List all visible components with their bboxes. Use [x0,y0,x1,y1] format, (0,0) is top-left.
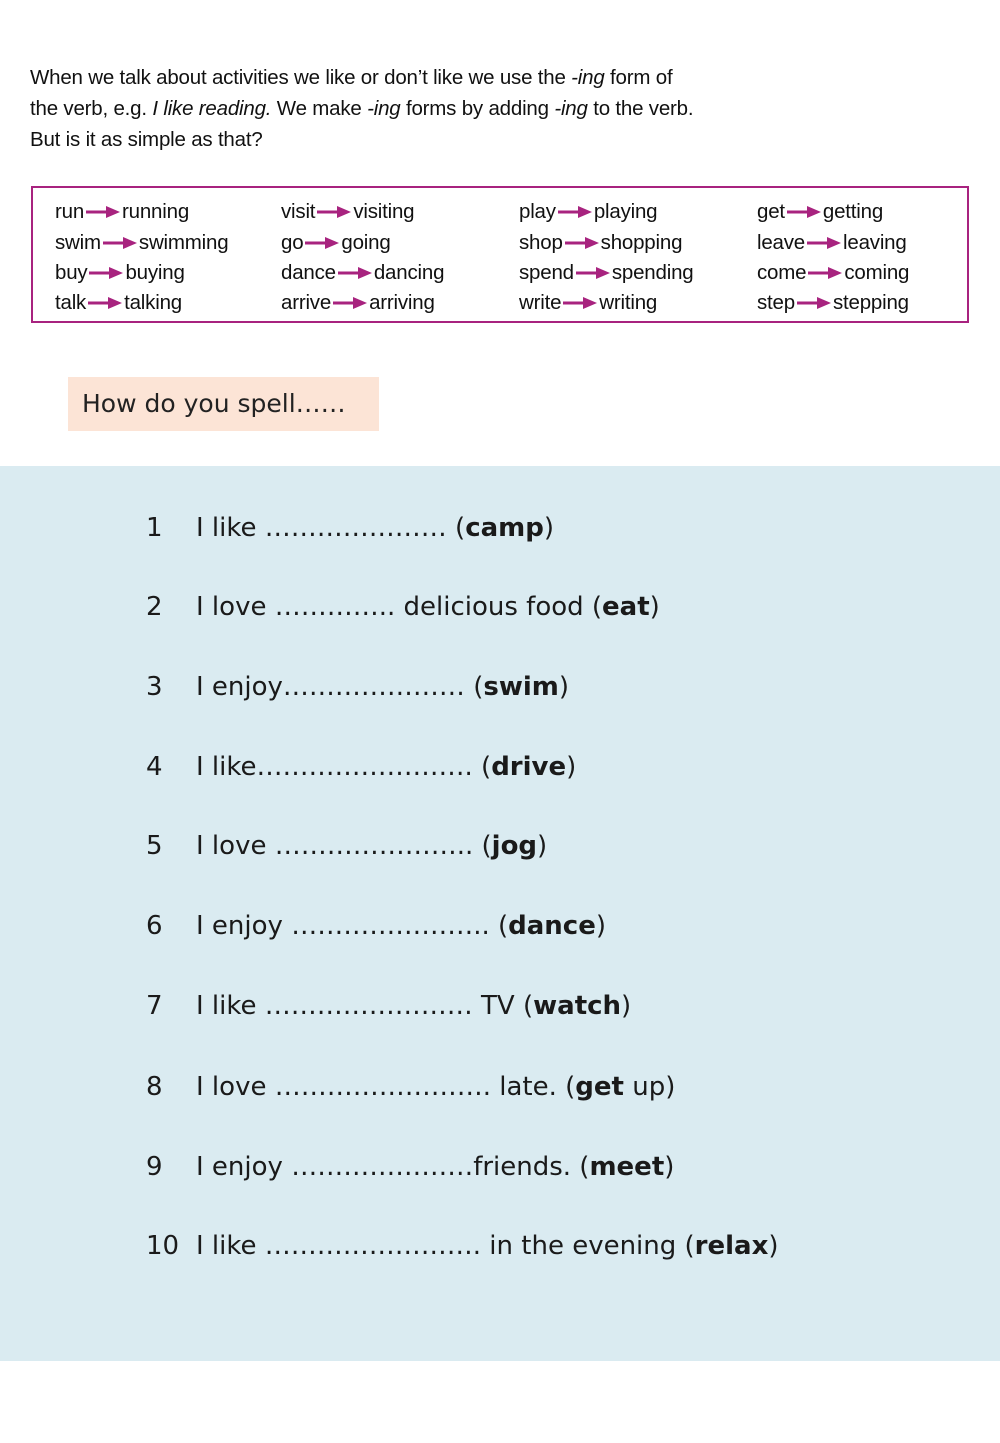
arrow-right-icon [558,205,592,219]
question-verb: watch [533,991,622,1021]
question-item [146,906,606,946]
question-verb: camp [465,513,544,543]
verb-base: talk [55,291,87,314]
intro-line-3: But is it as simple as that? [30,128,263,151]
question-text: I enjoy………………… ( [196,672,484,702]
question-item [146,1147,674,1187]
question-text-end: ) [621,991,632,1021]
question-number: 7 [146,991,163,1021]
verb-pair [281,197,414,227]
question-text-end: ) [664,1152,675,1182]
verb-base: play [519,200,556,223]
verb-pair [281,288,435,318]
verb-pair [55,228,228,258]
question-number: 3 [146,672,163,702]
question-verb: swim [483,672,559,702]
verb-pair [757,228,907,258]
verb-ing-form: talking [124,291,182,314]
verb-base: visit [281,200,316,223]
verb-pair [519,288,657,318]
verb-base: swim [55,231,101,254]
verb-ing-form: spending [611,261,694,284]
question-text-end: ) [537,831,548,861]
question-item [146,986,631,1026]
verb-row [33,228,967,258]
verb-base: leave [757,231,806,254]
verb-ing-form: playing [593,200,658,223]
question-number: 1 [146,513,163,543]
verb-ing-form: arriving [369,291,435,314]
arrow-right-icon [808,266,842,280]
verb-pair [281,228,391,258]
verb-base: get [757,200,785,223]
verb-pair [757,258,909,288]
intro-line-2: the verb, e.g. I like reading. We make -ing forms by adding -ing to the verb. [30,97,694,120]
verb-ing-form: coming [844,261,910,284]
verb-ing-form: shopping [600,231,683,254]
question-number: 10 [146,1231,180,1261]
verb-pair [757,288,909,318]
verb-pair [55,258,185,288]
question-verb: jog [491,831,538,861]
verb-base: step [757,291,795,314]
verb-pair [55,197,189,227]
verb-base: arrive [281,291,332,314]
question-number: 6 [146,911,163,941]
question-number: 2 [146,592,163,622]
arrow-right-icon [807,236,841,250]
intro-text [30,62,830,155]
question-verb: eat [602,592,650,622]
verb-pair [519,258,693,288]
verb-pair [55,288,182,318]
verb-ing-table [31,186,969,323]
arrow-right-icon [565,236,599,250]
arrow-right-icon [317,205,351,219]
verb-ing-form: writing [599,291,658,314]
verb-base: spend [519,261,574,284]
verb-base: write [519,291,562,314]
question-number: 5 [146,831,163,861]
question-item [146,508,554,548]
question-text-end: up) [623,1072,676,1102]
question-item [146,826,547,866]
verb-ing-form: getting [822,200,884,223]
question-text: I like …………………… TV ( [196,991,534,1021]
verb-base: run [55,200,85,223]
question-text-end: ) [566,752,577,782]
question-text: I enjoy ………………….. ( [196,911,509,941]
arrow-right-icon [86,205,120,219]
arrow-right-icon [338,266,372,280]
verb-ing-form: dancing [373,261,445,284]
verb-ing-form: leaving [843,231,907,254]
intro-line-1: When we talk about activities we like or don’t like we use the -ing form of [30,66,673,89]
question-text: I love ……………………. late. ( [196,1072,576,1102]
question-text: I like ……………………. in the evening ( [196,1231,695,1261]
section-label: How do you spell…… [68,377,379,431]
question-verb: meet [589,1152,665,1182]
question-text: I love ………….. delicious food ( [196,592,603,622]
question-item [146,747,576,787]
question-text-end: ) [768,1231,779,1261]
verb-ing-form: buying [125,261,185,284]
verb-base: go [281,231,304,254]
question-text-end: ) [558,672,569,702]
question-number: 4 [146,752,163,782]
verb-row [33,258,967,288]
verb-pair [519,197,657,227]
question-text: I like ………………… ( [196,513,466,543]
question-verb: get [575,1072,624,1102]
arrow-right-icon [89,266,123,280]
question-text-end: ) [595,911,607,941]
verb-row [33,197,967,227]
verb-ing-form: going [341,231,391,254]
verb-row [33,288,967,318]
verb-base: come [757,261,807,284]
verb-ing-form: running [122,200,190,223]
question-text-end: ) [649,592,660,622]
verb-base: dance [281,261,336,284]
question-item [146,667,569,707]
verb-ing-form: swimming [138,231,229,254]
question-text: I love ………………….. ( [196,831,492,861]
question-text-end: ) [543,513,555,543]
arrow-right-icon [103,236,137,250]
verb-pair [281,258,444,288]
arrow-right-icon [333,296,367,310]
arrow-right-icon [563,296,597,310]
arrow-right-icon [88,296,122,310]
verb-pair [519,228,682,258]
arrow-right-icon [787,205,821,219]
arrow-right-icon [797,296,831,310]
question-item [146,587,660,627]
verb-pair [757,197,883,227]
question-text: I enjoy …………………friends. ( [196,1152,590,1182]
verb-ing-form: stepping [832,291,909,314]
question-number: 9 [146,1152,163,1182]
question-verb: dance [508,911,596,941]
question-verb: relax [694,1231,769,1261]
question-verb: drive [491,752,567,782]
question-text: I like……………………. ( [196,752,492,782]
verb-base: shop [519,231,563,254]
question-item [146,1226,779,1266]
question-number: 8 [146,1072,163,1102]
verb-ing-form: visiting [353,200,415,223]
verb-base: buy [55,261,88,284]
arrow-right-icon [576,266,610,280]
exercise-panel [0,466,1000,1361]
question-item [146,1067,675,1107]
arrow-right-icon [305,236,339,250]
